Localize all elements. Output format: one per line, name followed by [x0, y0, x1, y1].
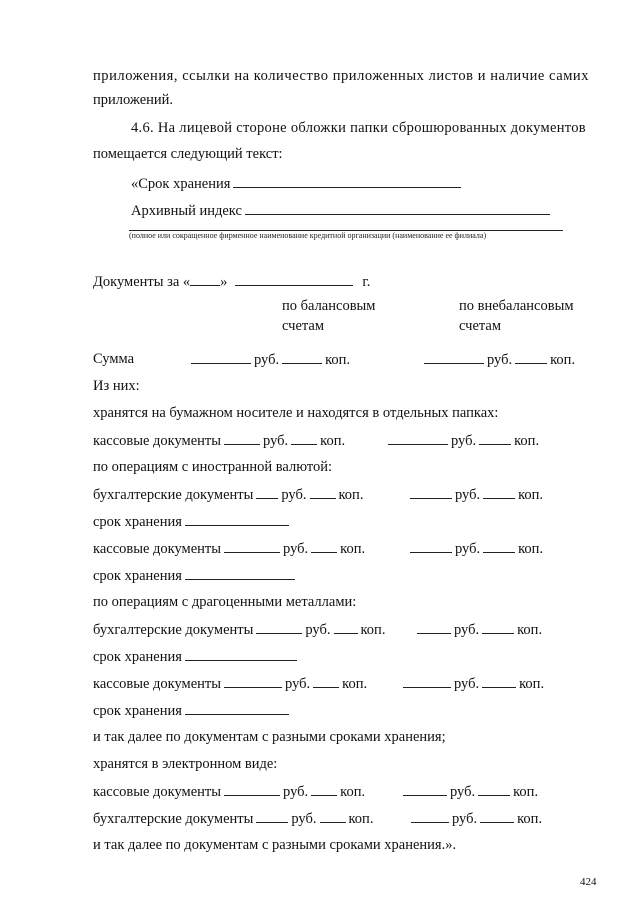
- documents-for-label: Документы за «: [93, 274, 191, 290]
- pm-accounting-storage: срок хранения: [93, 647, 300, 666]
- paper-cash-row: кассовые документы руб. коп.: [93, 433, 346, 449]
- pm-accounting-row: бухгалтерские документы руб. коп.: [93, 622, 386, 638]
- el-cash-offbalance: руб. коп.: [400, 782, 538, 801]
- pm-cash-storage: срок хранения: [93, 701, 292, 720]
- pm-cash-row: кассовые документы руб. коп.: [93, 676, 368, 692]
- offbalance-col-line2: счетам: [459, 318, 501, 334]
- archive-index-blank: [245, 201, 550, 215]
- storage-term-blank: [233, 174, 461, 188]
- para2-line2: помещается следующий текст:: [93, 146, 283, 162]
- org-name-caption: (полное или сокращенное фирменное наименование кредитной организации (наименование ее филиала): [129, 231, 487, 240]
- page-number: 424: [580, 876, 597, 888]
- of-them-label: Из них:: [93, 378, 140, 394]
- storage-term-label: «Срок хранения: [131, 176, 231, 192]
- fx-accounting-offbalance: руб. коп.: [407, 485, 543, 504]
- fx-accounting-storage: срок хранения: [93, 512, 292, 531]
- fx-cash-row: кассовые документы руб. коп.: [93, 541, 366, 557]
- paper-heading: хранятся на бумажном носителе и находятся в отдельных папках:: [93, 405, 499, 421]
- balance-col-line2: счетам: [282, 318, 324, 334]
- para1-line2: приложений.: [93, 92, 174, 108]
- fx-accounting-row: бухгалтерские документы руб. коп.: [93, 487, 364, 503]
- final-line: и так далее по документам с разными сроками хранения.».: [93, 837, 457, 853]
- day-blank: [190, 272, 220, 286]
- sum-label: Сумма: [93, 351, 135, 367]
- month-blank: [235, 272, 353, 286]
- archive-index-line: [131, 201, 553, 220]
- para1-line1: приложения, ссылки на количество приложенных листов и наличие самих: [93, 68, 590, 84]
- precious-metals-heading: по операциям с драгоценными металлами:: [93, 594, 357, 610]
- documents-for-line: [93, 272, 370, 291]
- electronic-heading: хранятся в электронном виде:: [93, 756, 278, 772]
- pm-accounting-offbalance: руб. коп.: [414, 620, 542, 639]
- el-accounting-offbalance: руб. коп.: [408, 809, 542, 828]
- fx-cash-storage: срок хранения: [93, 566, 298, 585]
- pm-cash-offbalance: руб. коп.: [400, 674, 544, 693]
- offbalance-col-line1: по внебалансовым: [459, 298, 574, 314]
- paper-cash-offbalance: руб. коп.: [385, 431, 539, 450]
- quote-close: »: [220, 274, 228, 290]
- el-cash-row: кассовые документы руб. коп.: [93, 784, 366, 800]
- fx-cash-offbalance: руб. коп.: [407, 539, 543, 558]
- and-so-on-paper: и так далее по документам с разными сроками хранения;: [93, 729, 446, 745]
- year-label: г.: [362, 274, 371, 290]
- storage-term-line: [131, 174, 464, 193]
- foreign-currency-heading-1: по операциям с иностранной валютой:: [93, 459, 333, 475]
- sum-offbalance-amount: руб. коп.: [421, 350, 575, 369]
- el-accounting-row: бухгалтерские документы руб. коп.: [93, 811, 374, 827]
- archive-index-label: Архивный индекс: [131, 203, 242, 219]
- para2-line1: 4.6. На лицевой стороне обложки папки сброшюрованных документов: [131, 120, 586, 136]
- balance-col-line1: по балансовым: [282, 298, 376, 314]
- sum-balance-amount: руб. коп.: [188, 350, 350, 369]
